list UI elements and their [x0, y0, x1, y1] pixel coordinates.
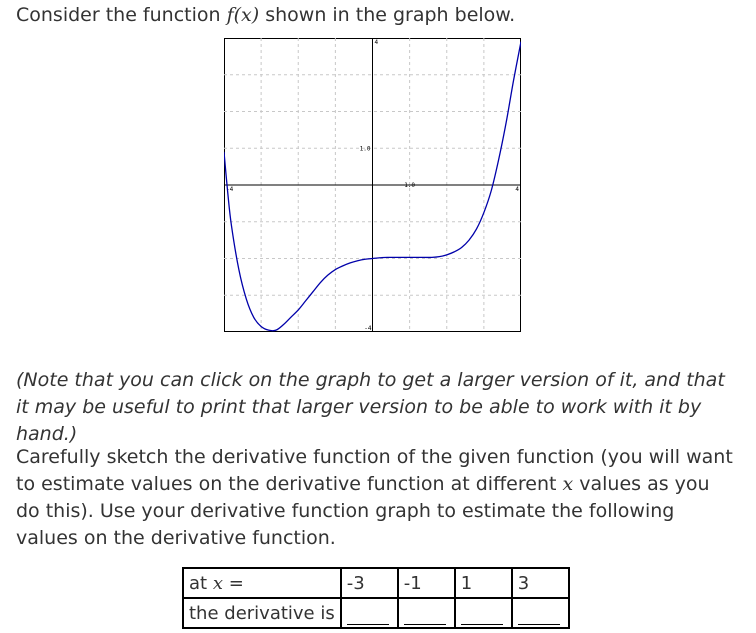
table-row-derivative — [183, 598, 569, 628]
instructions-text — [16, 444, 738, 552]
header-eq: = — [222, 572, 244, 594]
x-value-cell: 1 — [455, 568, 512, 598]
x-value-cell: -1 — [398, 568, 455, 598]
tick-label-right: 4 — [515, 186, 519, 193]
answer-input-3[interactable] — [461, 604, 503, 625]
function-name: f(x) — [226, 4, 260, 26]
x-value-cell: 3 — [512, 568, 569, 598]
instructions-var: x — [562, 473, 574, 495]
instructions-part2: values as you do this). Use your derivative function graph to estimate the following values on the derivative function. — [16, 473, 710, 549]
table-row-x — [183, 568, 569, 598]
header-label: at — [189, 572, 213, 594]
answer-input-1[interactable] — [347, 604, 389, 625]
intro-text — [16, 2, 515, 28]
function-graph[interactable] — [224, 38, 521, 332]
tick-label-x-one: 1.0 — [404, 182, 416, 189]
note-text: (Note that you can click on the graph to get a larger version of it, and that it may be useful to print that larger version to be able to work with it by hand.) — [16, 369, 725, 445]
tick-label-bottom: -4 — [364, 325, 372, 332]
tick-label-y-one: 1.0 — [359, 145, 371, 153]
answer-cell — [341, 598, 398, 628]
tick-label-left: -4 — [226, 186, 234, 193]
answer-cell — [512, 598, 569, 628]
answer-cell — [398, 598, 455, 628]
header-var: x — [212, 572, 223, 594]
x-value-cell: -3 — [341, 568, 398, 598]
intro-before: Consider the function — [16, 4, 227, 26]
table-header-derivative: the derivative is — [183, 598, 341, 628]
answer-input-4[interactable] — [518, 604, 560, 625]
tick-label-top: 4 — [374, 39, 379, 46]
derivative-table — [182, 567, 570, 629]
table-header-x — [183, 568, 341, 598]
intro-after: shown in the graph below. — [259, 4, 516, 26]
answer-cell — [455, 598, 512, 628]
answer-input-2[interactable] — [404, 604, 446, 625]
instructions-part1: Carefully sketch the derivative function of the given function (you will want to estimate values on the derivative function at different — [16, 446, 733, 495]
